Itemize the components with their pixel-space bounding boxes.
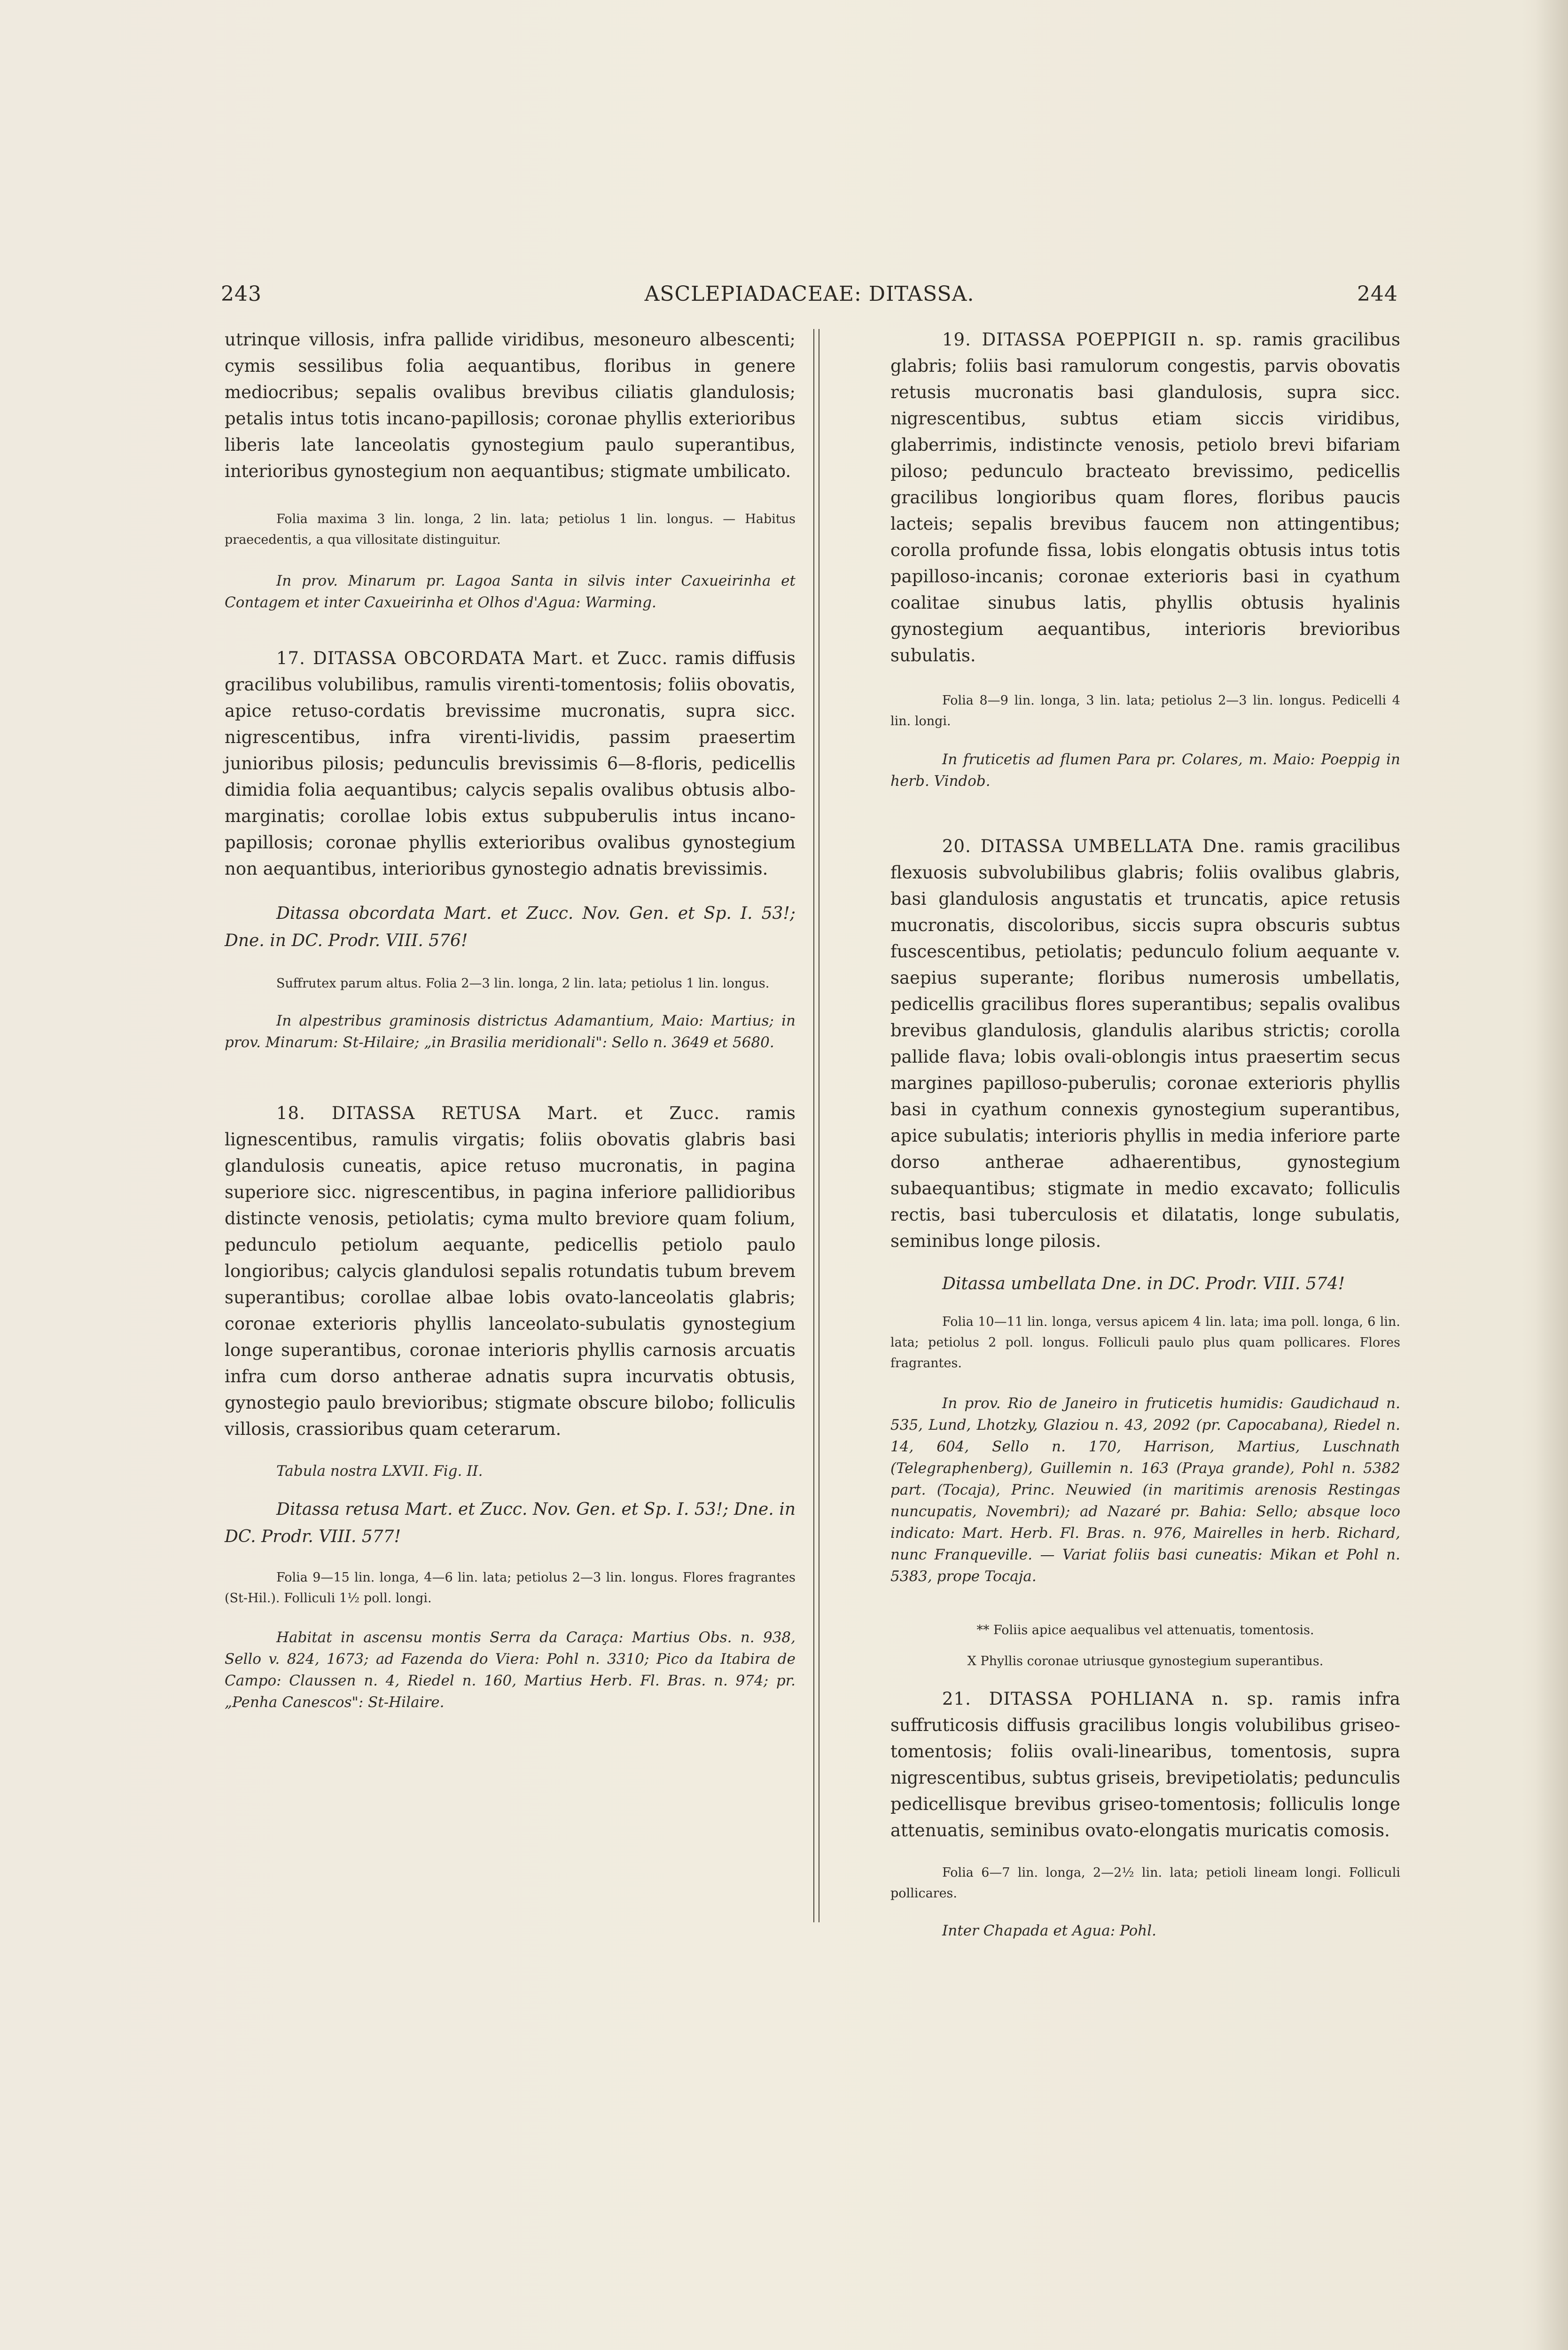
folia-note: Folia maxima 3 lin. longa, 2 lin. lata; petiolus 1 lin. longus. — Habitus praecedentis, a qua villositate distinguitur.: [225, 512, 796, 547]
species-21-text: ramis infra suffruticosis diffusis gracilibus longis volubilibus griseo-tomentosis; foliis ovali-linearibus, tomentosis, supra nigrescentibus, subtus griseis, brevipetiolatis; pedunculis pedicellisque brevibus griseo-tomentosis; folliculis longe attenuatis, seminibus ovato-elongatis muricatis comosis.: [890, 1689, 1400, 1841]
key-cross: X Phyllis coronae utriusque gynostegium superantibus.: [967, 1654, 1324, 1668]
species-17-text: ramis diffusis gracilibus volubilibus, ramulis virenti-tomentosis; foliis obovatis, apice retuso-cordatis brevissime mucronatis, supra sicc. nigrescentibus, infra virenti-lividis, passim praesertim junioribus pilosis; pedunculis brevissimis 6—8-floris, pedicellis dimidia folia aequantibus; calycis sepalis ovalibus obtusis albo-marginatis; corollae lobis extus subpuberulis intus incano-papillosis; coronae phyllis exterioribus ovalibus gynostegium non aequantibus, interioribus gynostegio adnatis brevissimis.: [225, 648, 796, 879]
page-number-right: 244: [1357, 282, 1398, 306]
species-19-heading: 19. DITASSA POEPPIGII n. sp.: [942, 329, 1243, 350]
species-18-habitat: Habitat in ascensu montis Serra da Caraça: Martius Obs. n. 938, Sello v. 824, 1673; ad Fazenda do Viera: Pohl n. 3310; Pico da Itabira de Campo: Claussen n. 4, Riedel n. 160, Martius Herb. Fl. Bras. n. 974; pr. „Penha Canescos": St-Hilaire.: [225, 1629, 796, 1711]
species-17: [225, 645, 796, 882]
species-18-reference: Ditassa retusa Mart. et Zucc. Nov. Gen. et Sp. I. 53!; Dne. in DC. Prodr. VIII. 577!: [225, 1500, 796, 1546]
species-20-reference: Ditassa umbellata Dne. in DC. Prodr. VIII. 574!: [942, 1274, 1345, 1293]
species-20-text: ramis gracilibus flexuosis subvolubilibus glabris; foliis ovalibus glabris, basi glandulosis angustatis et truncatis, apice retusis mucronatis, discoloribus, siccis supra obscuris subtus fuscescentibus, petiolatis; pedunculo folium aequante v. saepius superante; floribus numerosis umbellatis, pedicellis gracilibus flores superantibus; sepalis ovalibus brevibus glandulosis, glandulis alaribus strictis; corolla pallide flava; lobis ovali-oblongis intus praesertim secus margines papilloso-puberulis; coronae exterioris phyllis basi in cyathum connexis gynostegium superantibus, apice subulatis; interioris phyllis in media inferiore parte dorso antherae adhaerentibus, gynostegium subaequantibus; stigmate in medio excavato; folliculis rectis, basi tuberculosis et dilatatis, longe subulatis, seminibus longe pilosis.: [890, 836, 1400, 1251]
species-21-heading: 21. DITASSA POHLIANA n. sp.: [942, 1689, 1274, 1709]
right-column: [890, 327, 1400, 1942]
species-18-plate: Tabula nostra LXVII. Fig. II.: [276, 1463, 483, 1480]
species-20-heading: 20. DITASSA UMBELLATA Dne.: [942, 836, 1246, 856]
species-21-habitat: Inter Chapada et Agua: Pohl.: [942, 1922, 1156, 1939]
species-17-reference: Ditassa obcordata Mart. et Zucc. Nov. Gen. et Sp. I. 53!; Dne. in DC. Prodr. VIII. 576!: [225, 904, 796, 950]
species-19-habitat: In fruticetis ad flumen Para pr. Colares, m. Maio: Poeppig in herb. Vindob.: [890, 751, 1400, 790]
species-17-heading: 17. DITASSA OBCORDATA Mart. et Zucc.: [276, 648, 668, 668]
species-18-heading: 18. DITASSA RETUSA Mart. et Zucc.: [276, 1103, 720, 1123]
key-double-asterisk: ** Foliis apice aequalibus vel attenuatis, tomentosis.: [976, 1623, 1314, 1637]
column-rule-left: [813, 329, 814, 1922]
species-20: [890, 833, 1400, 1254]
species-20-habitat: In prov. Rio de Janeiro in fruticetis humidis: Gaudichaud n. 535, Lund, Lhotzky, Glaziou n. 43, 2092 (pr. Capocabana), Riedel n. 14, 604, Sello n. 170, Harrison, Martius, Luschnath (Telegraphenberg), Guillemin n. 163 (Praya grande), Pohl n. 5382 part. (Tocaja), Princ. Neuwied (in maritimis arenosis Restingas nuncupatis, Novembri); ad Nazaré pr. Bahia: Sello; absque loco indicato: Mart. Herb. Fl. Bras. n. 976, Mairelles in herb. Richard, nunc Franqueville. — Variat foliis basi cuneatis: Mikan et Pohl n. 5383, prope Tocaja.: [890, 1395, 1400, 1585]
species-19: [890, 327, 1400, 669]
species-19-text: ramis gracilibus glabris; foliis basi ramulorum congestis, parvis obovatis retusis mucronatis basi glandulosis, supra sicc. nigrescentibus, subtus etiam siccis viridibus, glaberrimis, indistincte venosis, petiolo brevi bifariam piloso; pedunculo bracteato brevissimo, pedicellis gracilibus longioribus quam flores, floribus paucis lacteis; sepalis brevibus faucem non attingentibus; corolla profunde fissa, lobis elongatis obtusis intus totis papilloso-incanis; coronae exterioris basi in cyathum coalitae sinubus latis, phyllis obtusis hyalinis gynostegium aequantibus, interioris brevioribus subulatis.: [890, 329, 1401, 666]
running-head: [221, 282, 1398, 310]
left-column: [225, 327, 796, 1713]
habitat-note: In prov. Minarum pr. Lagoa Santa in silvis inter Caxueirinha et Contagem et inter Caxueirinha et Olhos d'Agua: Warming.: [225, 572, 796, 611]
species-19-note: Folia 8—9 lin. longa, 3 lin. lata; petiolus 2—3 lin. longus. Pedicelli 4 lin. longi.: [890, 693, 1400, 728]
species-17-note: Suffrutex parum altus. Folia 2—3 lin. longa, 2 lin. lata; petiolus 1 lin. longus.: [276, 976, 770, 991]
species-17-habitat: In alpestribus graminosis districtus Adamantium, Maio: Martius; in prov. Minarum: St-Hilaire; „in Brasilia meridionali": Sello n. 3649 et 5680.: [225, 1012, 796, 1051]
species-20-note: Folia 10—11 lin. longa, versus apicem 4 lin. lata; ima poll. longa, 6 lin. lata; petiolus 2 poll. longus. Folliculi paulo plus quam pollicares. Flores fragrantes.: [890, 1315, 1400, 1371]
continued-description: utrinque villosis, infra pallide viridibus, mesoneuro albescenti; cymis sessilibus folia aequantibus, floribus in genere mediocribus; sepalis ovalibus brevibus ciliatis glandulosis; petalis intus totis incano-papillosis; coronae phyllis exterioribus liberis late lanceolatis gynostegium paulo superantibus, interioribus gynostegium non aequantibus; stigmate umbilicato.: [225, 329, 796, 481]
species-18-text: ramis lignescentibus, ramulis virgatis; foliis obovatis glabris basi glandulosis cuneatis, apice retuso mucronatis, in pagina superiore sicc. nigrescentibus, in pagina inferiore pallidioribus distincte venosis, petiolatis; cyma multo breviore quam folium, pedunculo petiolum aequante, pedicellis petiolo paulo longioribus; calycis glandulosi sepalis rotundatis tubum brevem superantibus; corollae albae lobis ovato-lanceolatis glabris; coronae exterioris phyllis lanceolato-subulatis gynostegium longe superantibus, coronae interioris phyllis carnosis arcuatis infra cum dorso antherae adnatis supra incurvatis obtusis, gynostegio paulo brevioribus; stigmate obscure bilobo; folliculis villosis, crassioribus quam ceterarum.: [225, 1103, 796, 1439]
species-21: [890, 1686, 1400, 1844]
page-number-left: 243: [221, 282, 262, 306]
species-18-note: Folia 9—15 lin. longa, 4—6 lin. lata; petiolus 2—3 lin. longus. Flores fragrantes (St-Hil.). Folliculi 1½ poll. longi.: [225, 1570, 796, 1606]
species-18: [225, 1100, 796, 1442]
species-21-note: Folia 6—7 lin. longa, 2—2½ lin. lata; petioli lineam longi. Folliculi pollicares.: [890, 1865, 1400, 1901]
running-title: ASCLEPIADACEAE: DITASSA.: [644, 282, 975, 306]
page-edge-shadow: [1535, 0, 1568, 2350]
